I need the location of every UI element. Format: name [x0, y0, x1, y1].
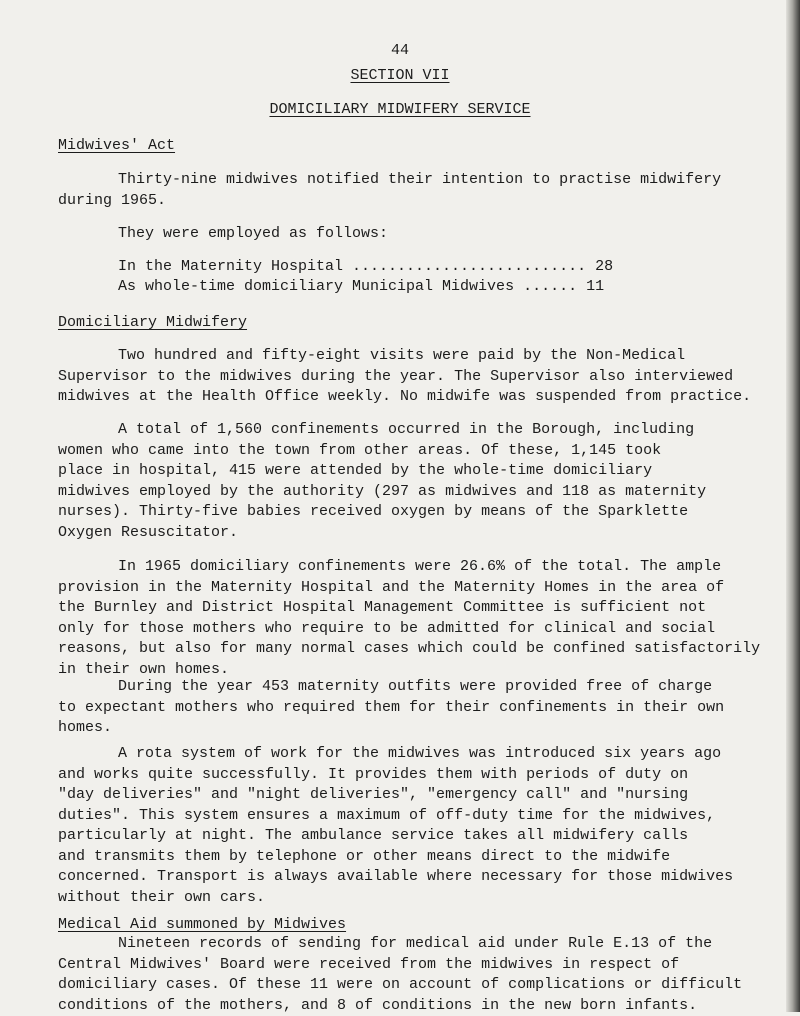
- paragraph-confinements: A total of 1,560 confinements occurred in the Borough, including women who came into the town from other areas. Of these, 1,145 took place in hospital, 415 were attended by the whole-time domiciliary midwives employed by the authority (297 as midwives and 118 as maternity nurses). Thirty-five babies received oxygen by means of the Sparklette Oxygen Resuscitator.: [58, 421, 707, 541]
- employment-row-hospital: In the Maternity Hospital .......................... 28: [118, 258, 614, 275]
- paragraph-outfits: During the year 453 maternity outfits were provided free of charge to expectant mothers who required them for their confinements in their own homes.: [58, 678, 725, 736]
- heading-midwives-act: Midwives' Act: [58, 137, 176, 154]
- page-number: 44: [390, 42, 409, 59]
- paragraph-provision: In 1965 domiciliary confinements were 26.6% of the total. The ample provision in the Maternity Hospital and the Maternity Homes in the area of the Burnley and District Hospital Management Committee is sufficient not only for those mothers who require to be admitted for clinical and social reasons, but also for many normal cases which could be confined satisfactorily in their own homes.: [58, 558, 761, 678]
- page-title: DOMICILIARY MIDWIFERY SERVICE: [269, 101, 531, 118]
- page-edge-shadow: [786, 0, 800, 1012]
- paragraph-midwives-notified: Thirty-nine midwives notified their intention to practise midwifery during 1965.: [58, 171, 722, 209]
- paragraph-rota-system: A rota system of work for the midwives was introduced six years ago and works quite successfully. It provides them with periods of duty on "day deliveries" and "night deliveries", "emergency call" and "nursing duties". This system ensures a maximum of off-duty time for the midwives, particularly at night. The ambulance service takes all midwifery calls and transmits them by telephone or other means direct to the midwife concerned. Transport is always available where necessary for those midwives without their own cars.: [58, 745, 734, 906]
- paragraph-employed: They were employed as follows:: [118, 225, 389, 242]
- paragraph-medical-aid: Nineteen records of sending for medical aid under Rule E.13 of the Central Midwives' Board were received from the midwives in respect of domiciliary cases. Of these 11 were on account of complications or difficult conditions of the mothers, and 8 of conditions in the new born infants.: [58, 935, 743, 1014]
- employment-row-domiciliary: As whole-time domiciliary Municipal Midwives ...... 11: [118, 278, 605, 295]
- heading-medical-aid: Medical Aid summoned by Midwives: [58, 916, 347, 933]
- section-heading: SECTION VII: [350, 67, 450, 84]
- heading-domiciliary-midwifery: Domiciliary Midwifery: [58, 314, 248, 331]
- paragraph-visits: Two hundred and fifty-eight visits were paid by the Non-Medical Supervisor to the midwives during the year. The Supervisor also interviewed midwives at the Health Office weekly. No midwife was suspended from practice.: [58, 347, 752, 405]
